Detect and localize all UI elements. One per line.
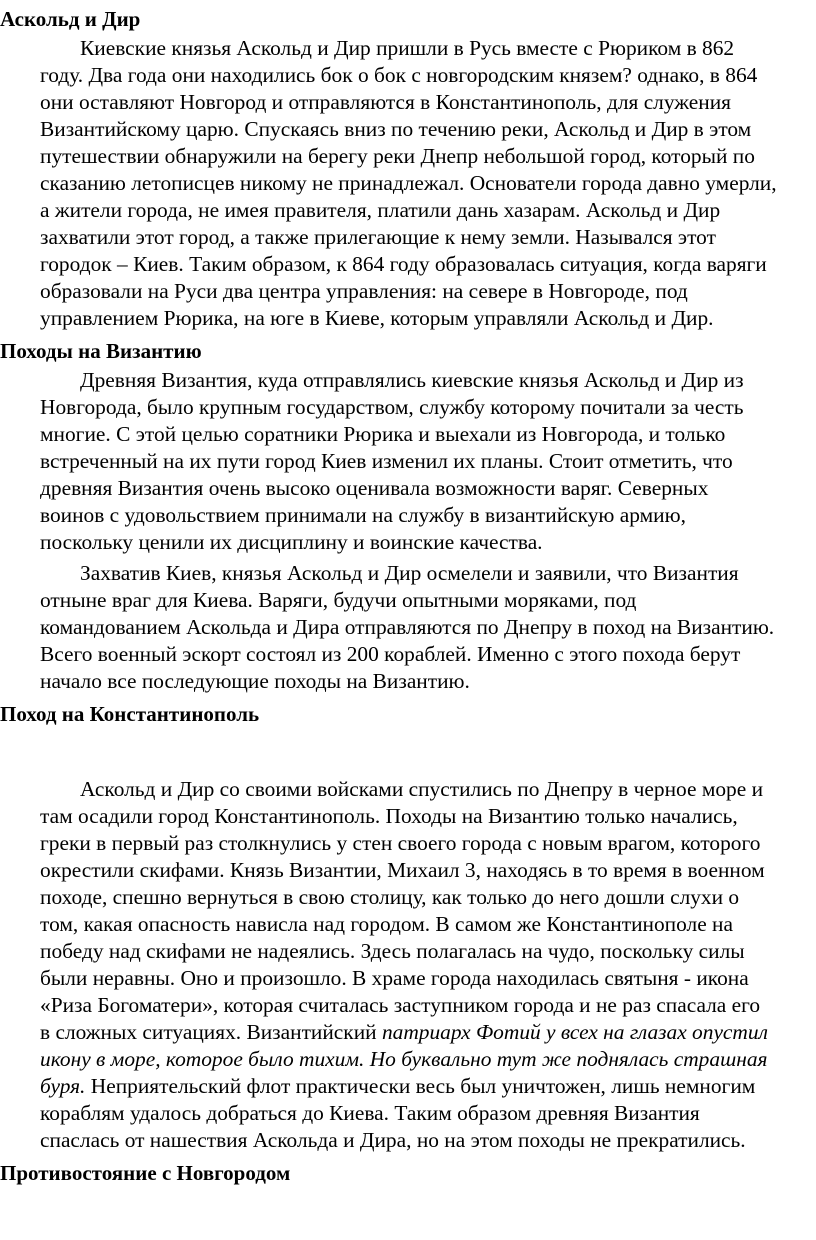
- text-line: управлением Рюрика, на юге в Киеве, которым управляли Аскольд и Дир.: [40, 306, 714, 330]
- text-line: городок – Киев. Таким образом, к 864 году образовалась ситуация, когда варяги: [40, 252, 767, 276]
- text-line: они оставляют Новгород и отправляются в Константинополь, для служения: [40, 90, 731, 114]
- paragraph-byzantium-2: [0, 560, 813, 695]
- paragraph-askold-dir: [0, 35, 813, 332]
- text-line: были неравны. Оно и произошло. В храме города находилась святыня - икона: [40, 966, 749, 990]
- text-line: образовали на Руси два центра управления: на севере в Новгороде, под: [40, 279, 688, 303]
- text-line: многие. С этой целью соратники Рюрика и выехали из Новгорода, и только: [40, 422, 726, 446]
- section-heading-askold-dir: Аскольд и Дир: [0, 7, 141, 31]
- text-line: «Риза Богоматери», которая считалась заступником города и не раз спасала его: [40, 993, 761, 1017]
- text-line: Древняя Византия, куда отправлялись киевские князья Аскольд и Дир из: [80, 368, 744, 392]
- text-italic-run: патриарх Фотий у всех на глазах опустил: [381, 1020, 768, 1044]
- text-line-mixed: [0, 1073, 813, 1100]
- text-line: встреченный на их пути город Киев изменил их планы. Стоит отметить, что: [40, 449, 733, 473]
- section-heading-byzantium-campaigns: Походы на Византию: [0, 339, 202, 363]
- text-line: там осадили город Константинополь. Походы на Византию только начались,: [40, 804, 738, 828]
- paragraph-byzantium-1: [0, 367, 813, 556]
- text-line: начало все последующие походы на Византию.: [40, 669, 470, 693]
- text-line: спаслась от нашествия Аскольда и Дира, но на этом походы не прекратились.: [40, 1128, 746, 1152]
- text-italic-run: икону в море, которое было тихим. Но буквально тут же поднялась страшная: [40, 1047, 768, 1071]
- text-line: путешествии обнаружили на берегу реки Днепр небольшой город, который по: [40, 144, 755, 168]
- text-line: Захватив Киев, князья Аскольд и Дир осмелели и заявили, что Византия: [80, 561, 739, 585]
- text-line-italic: [0, 1046, 813, 1073]
- text-line: Киевские князья Аскольд и Дир пришли в Русь вместе с Рюриком в 862: [80, 36, 735, 60]
- text-normal-run: Неприятельский флот практически весь был уничтожен, лишь немногим: [85, 1074, 756, 1098]
- text-normal-run: в сложных ситуациях. Византийский: [40, 1020, 382, 1044]
- text-line: Всего военный эскорт состоял из 200 кораблей. Именно с этого похода берут: [40, 642, 741, 666]
- text-line: победу над скифами не надеялись. Здесь полагалась на чудо, поскольку силы: [40, 939, 745, 963]
- text-line: том, какая опасность нависла над городом. В самом же Константинополе на: [40, 912, 733, 936]
- text-line: греки в первый раз столкнулись у стен своего города с новым врагом, которого: [40, 831, 761, 855]
- text-line-mixed: [0, 1019, 813, 1046]
- text-line: поскольку ценили их дисциплину и воинские качества.: [40, 530, 543, 554]
- text-line: захватили этот город, а также прилегающие к нему земли. Назывался этот: [40, 225, 716, 249]
- text-line: отныне враг для Киева. Варяги, будучи опытными моряками, под: [40, 588, 637, 612]
- text-line: а жители города, не имея правителя, платили дань хазарам. Аскольд и Дир: [40, 198, 721, 222]
- text-line: Византийскому царю. Спускаясь вниз по течению реки, Аскольд и Дир в этом: [40, 117, 752, 141]
- text-line: окрестили скифами. Князь Византии, Михаил 3, находясь в то время в военном: [40, 858, 765, 882]
- text-italic-run: буря.: [40, 1074, 86, 1098]
- paragraph-constantinople: [0, 776, 813, 1154]
- text-line: Новгорода, было крупным государством, службу которому почитали за честь: [40, 395, 744, 419]
- text-line: Аскольд и Дир со своими войсками спустились по Днепру в черное море и: [80, 777, 764, 801]
- text-line: сказанию летописцев никому не принадлежал. Основатели города давно умерли,: [40, 171, 777, 195]
- text-line: воинов с удовольствием принимали на службу в византийскую армию,: [40, 503, 686, 527]
- section-heading-novgorod-confrontation: Противостояние с Новгородом: [0, 1161, 291, 1185]
- text-line: году. Два года они находились бок о бок с новгородским князем? однако, в 864: [40, 63, 758, 87]
- text-line: походе, спешно вернуться в свою столицу, как только до него дошли слухи о: [40, 885, 740, 909]
- text-line: командованием Аскольда и Дира отправляются по Днепру в поход на Византию.: [40, 615, 775, 639]
- text-line: кораблям удалось добраться до Киева. Таким образом древняя Византия: [40, 1101, 700, 1125]
- text-line: древняя Византия очень высоко оценивала возможности варяг. Северных: [40, 476, 709, 500]
- section-heading-constantinople-campaign: Поход на Константинополь: [0, 702, 260, 726]
